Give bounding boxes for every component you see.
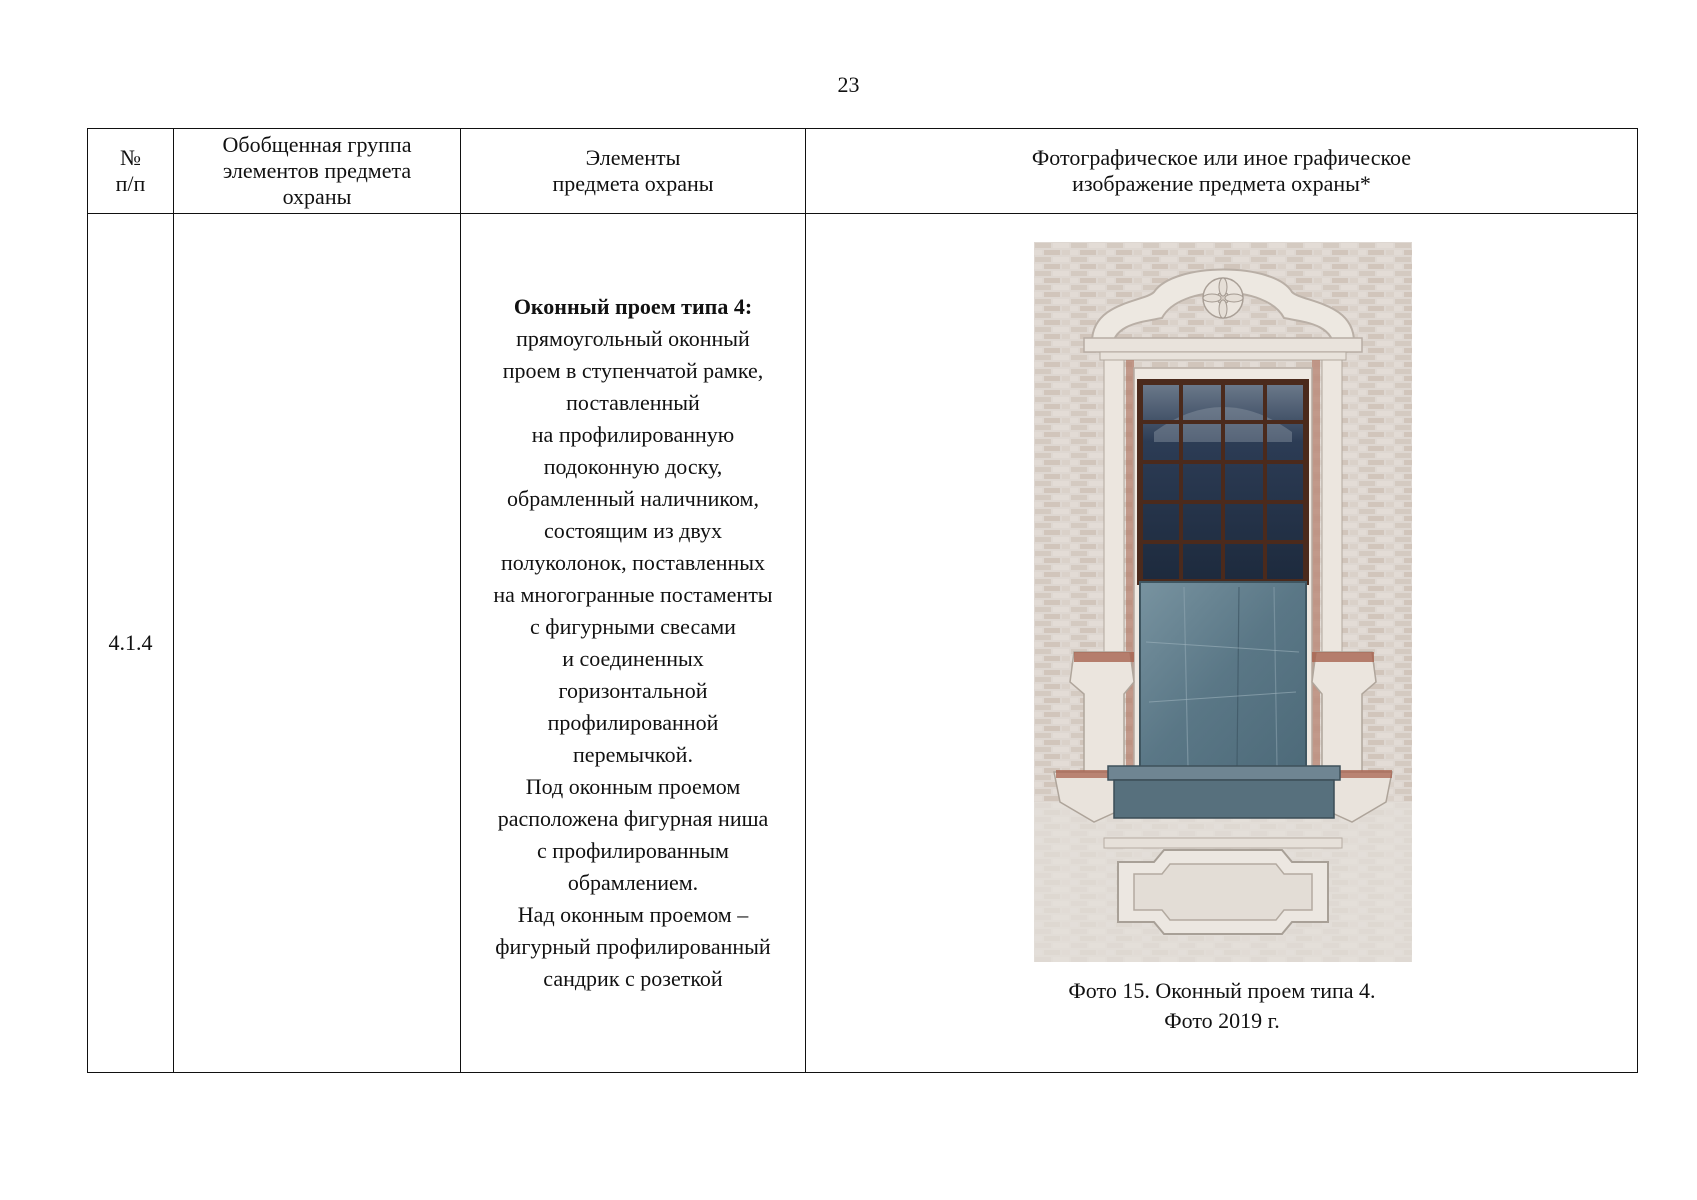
elements-line: на профилированную bbox=[531, 422, 735, 447]
elements-line: подоконную доску, bbox=[543, 454, 723, 479]
page-number: 23 bbox=[837, 72, 860, 97]
elements-line: обрамлением. bbox=[567, 870, 699, 895]
elements-line: на многогранные постаменты bbox=[493, 582, 773, 607]
elements-description bbox=[483, 291, 783, 995]
window-photo bbox=[1034, 242, 1412, 962]
row-elements bbox=[461, 214, 806, 1073]
elements-line: Под оконным проемом bbox=[525, 774, 741, 799]
header-number: № п/п bbox=[88, 129, 174, 214]
elements-line: состоящим из двух bbox=[543, 518, 723, 543]
table-header-row bbox=[88, 129, 1638, 214]
photo-caption bbox=[806, 976, 1638, 1036]
elements-line: сандрик с розеткой bbox=[543, 966, 723, 991]
row-group bbox=[174, 214, 461, 1073]
elements-line: проем в ступенчатой рамке, bbox=[502, 358, 764, 383]
elements-line: прямоугольный оконный bbox=[516, 326, 750, 351]
elements-line: с профилированным bbox=[537, 838, 729, 863]
row-number: 4.1.4 bbox=[88, 214, 174, 1073]
photo-caption-line-1: Фото 15. Оконный проем типа 4. bbox=[1068, 978, 1376, 1003]
elements-line: полуколонок, поставленных bbox=[500, 550, 766, 575]
elements-line: расположена фигурная ниша bbox=[497, 806, 769, 831]
photo-caption-line-2: Фото 2019 г. bbox=[1164, 1008, 1280, 1033]
window-photo-image bbox=[1034, 242, 1412, 962]
table-row bbox=[88, 214, 1638, 1073]
elements-line: обрамленный наличником, bbox=[507, 486, 759, 511]
protection-subject-table bbox=[87, 128, 1638, 1073]
elements-title: Оконный проем типа 4: bbox=[513, 294, 753, 319]
header-photo: Фотографическое или иное графическое изображение предмета охраны* bbox=[806, 129, 1638, 214]
elements-line: фигурный профилированный bbox=[495, 934, 771, 959]
elements-line: перемычкой. bbox=[573, 742, 693, 767]
elements-line: с фигурными свесами bbox=[530, 614, 736, 639]
elements-line: Над оконным проемом – bbox=[517, 902, 749, 927]
row-photo bbox=[806, 214, 1638, 1073]
header-group: Обобщенная группа элементов предмета охраны bbox=[174, 129, 461, 214]
header-elements: Элементы предмета охраны bbox=[461, 129, 806, 214]
elements-line: поставленный bbox=[566, 390, 700, 415]
elements-line: профилированной bbox=[547, 710, 719, 735]
elements-line: горизонтальной bbox=[558, 678, 708, 703]
elements-line: и соединенных bbox=[562, 646, 704, 671]
